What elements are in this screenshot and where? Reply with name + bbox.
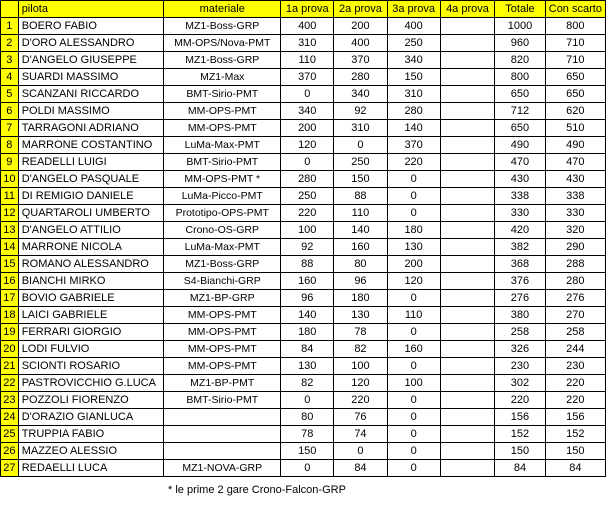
score-con-scarto: 320	[545, 222, 605, 239]
score-prova-2: 96	[334, 273, 387, 290]
table-row	[1, 460, 606, 477]
score-con-scarto: 650	[545, 69, 605, 86]
table-row	[1, 18, 606, 35]
score-prova-4	[440, 222, 495, 239]
row-number: 11	[1, 188, 19, 205]
score-totale: 380	[495, 307, 546, 324]
score-con-scarto: 150	[545, 443, 605, 460]
score-totale: 820	[495, 52, 546, 69]
score-prova-4	[440, 239, 495, 256]
score-prova-4	[440, 307, 495, 324]
score-totale: 800	[495, 69, 546, 86]
score-prova-1: 110	[281, 52, 334, 69]
table-row	[1, 358, 606, 375]
score-prova-2: 0	[334, 443, 387, 460]
score-prova-2: 82	[334, 341, 387, 358]
score-prova-1: 78	[281, 426, 334, 443]
score-prova-1: 100	[281, 222, 334, 239]
score-prova-4	[440, 375, 495, 392]
row-number: 25	[1, 426, 19, 443]
score-prova-4	[440, 154, 495, 171]
score-prova-2: 120	[334, 375, 387, 392]
score-totale: 156	[495, 409, 546, 426]
header-number	[1, 1, 19, 18]
score-prova-3: 180	[387, 222, 440, 239]
score-prova-1: 310	[281, 35, 334, 52]
pilot-name: BOVIO GABRIELE	[18, 290, 164, 307]
score-prova-3: 200	[387, 256, 440, 273]
score-prova-3: 0	[387, 443, 440, 460]
score-con-scarto: 220	[545, 375, 605, 392]
pilot-name: POZZOLI FIORENZO	[18, 392, 164, 409]
score-prova-3: 0	[387, 426, 440, 443]
score-prova-3: 250	[387, 35, 440, 52]
score-prova-1: 82	[281, 375, 334, 392]
score-prova-3: 0	[387, 409, 440, 426]
score-con-scarto: 230	[545, 358, 605, 375]
table-row	[1, 103, 606, 120]
material: BMT-Sirio-PMT	[164, 392, 281, 409]
row-number: 22	[1, 375, 19, 392]
pilot-name: D'ANGELO PASQUALE	[18, 171, 164, 188]
table-row	[1, 256, 606, 273]
pilot-name: DI REMIGIO DANIELE	[18, 188, 164, 205]
score-totale: 490	[495, 137, 546, 154]
pilot-name: D'ORAZIO GIANLUCA	[18, 409, 164, 426]
score-prova-2: 280	[334, 69, 387, 86]
score-prova-3: 100	[387, 375, 440, 392]
score-prova-2: 76	[334, 409, 387, 426]
score-con-scarto: 270	[545, 307, 605, 324]
score-con-scarto: 620	[545, 103, 605, 120]
row-number: 4	[1, 69, 19, 86]
table-row	[1, 307, 606, 324]
score-prova-2: 310	[334, 120, 387, 137]
score-totale: 338	[495, 188, 546, 205]
score-totale: 470	[495, 154, 546, 171]
score-totale: 382	[495, 239, 546, 256]
score-prova-2: 160	[334, 239, 387, 256]
score-prova-2: 100	[334, 358, 387, 375]
score-con-scarto: 430	[545, 171, 605, 188]
score-prova-1: 80	[281, 409, 334, 426]
score-totale: 368	[495, 256, 546, 273]
pilot-name: FERRARI GIORGIO	[18, 324, 164, 341]
table-row	[1, 341, 606, 358]
material: MZ1-Boss-GRP	[164, 256, 281, 273]
pilot-name: LODI FULVIO	[18, 341, 164, 358]
score-prova-4	[440, 256, 495, 273]
pilot-name: MAZZEO ALESSIO	[18, 443, 164, 460]
score-prova-2: 340	[334, 86, 387, 103]
pilot-name: POLDI MASSIMO	[18, 103, 164, 120]
pilot-name: SUARDI MASSIMO	[18, 69, 164, 86]
material: MZ1-BP-PMT	[164, 375, 281, 392]
score-prova-4	[440, 290, 495, 307]
table-row	[1, 137, 606, 154]
score-prova-2: 74	[334, 426, 387, 443]
score-prova-3: 220	[387, 154, 440, 171]
score-prova-1: 180	[281, 324, 334, 341]
table-row	[1, 154, 606, 171]
score-prova-3: 370	[387, 137, 440, 154]
material: MZ1-BP-GRP	[164, 290, 281, 307]
material: MZ1-Max	[164, 69, 281, 86]
score-con-scarto: 710	[545, 35, 605, 52]
table-row	[1, 52, 606, 69]
score-prova-1: 88	[281, 256, 334, 273]
score-prova-1: 250	[281, 188, 334, 205]
table-row	[1, 324, 606, 341]
score-prova-4	[440, 35, 495, 52]
material	[164, 443, 281, 460]
score-totale: 326	[495, 341, 546, 358]
table-row	[1, 69, 606, 86]
pilot-name: QUARTAROLI UMBERTO	[18, 205, 164, 222]
pilot-name: D'ORO ALESSANDRO	[18, 35, 164, 52]
table-row	[1, 409, 606, 426]
pilot-name: SCANZANI RICCARDO	[18, 86, 164, 103]
score-prova-1: 120	[281, 137, 334, 154]
header-totale: Totale	[495, 1, 546, 18]
score-con-scarto: 244	[545, 341, 605, 358]
score-totale: 960	[495, 35, 546, 52]
row-number: 13	[1, 222, 19, 239]
material: MZ1-NOVA-GRP	[164, 460, 281, 477]
header-prova-1: 1a prova	[281, 1, 334, 18]
pilot-name: MARRONE NICOLA	[18, 239, 164, 256]
material	[164, 409, 281, 426]
score-prova-3: 140	[387, 120, 440, 137]
score-prova-4	[440, 69, 495, 86]
row-number: 6	[1, 103, 19, 120]
table-row	[1, 426, 606, 443]
score-totale: 220	[495, 392, 546, 409]
row-number: 5	[1, 86, 19, 103]
score-prova-2: 130	[334, 307, 387, 324]
score-con-scarto: 290	[545, 239, 605, 256]
material: MM-OPS-PMT	[164, 103, 281, 120]
score-prova-1: 96	[281, 290, 334, 307]
score-prova-3: 160	[387, 341, 440, 358]
score-prova-4	[440, 426, 495, 443]
score-prova-2: 200	[334, 18, 387, 35]
score-prova-1: 140	[281, 307, 334, 324]
material: MZ1-Boss-GRP	[164, 52, 281, 69]
row-number: 2	[1, 35, 19, 52]
score-prova-4	[440, 137, 495, 154]
score-prova-2: 150	[334, 171, 387, 188]
score-prova-1: 0	[281, 86, 334, 103]
table-row	[1, 375, 606, 392]
score-prova-2: 110	[334, 205, 387, 222]
table-row	[1, 171, 606, 188]
score-prova-4	[440, 409, 495, 426]
score-prova-3: 110	[387, 307, 440, 324]
row-number: 17	[1, 290, 19, 307]
score-prova-2: 140	[334, 222, 387, 239]
header-prova-2: 2a prova	[334, 1, 387, 18]
material: Crono-OS-GRP	[164, 222, 281, 239]
row-number: 14	[1, 239, 19, 256]
pilot-name: BOERO FABIO	[18, 18, 164, 35]
table-row	[1, 443, 606, 460]
table-row	[1, 86, 606, 103]
table-row	[1, 392, 606, 409]
score-totale: 330	[495, 205, 546, 222]
score-prova-1: 0	[281, 392, 334, 409]
row-number: 27	[1, 460, 19, 477]
score-prova-2: 370	[334, 52, 387, 69]
row-number: 24	[1, 409, 19, 426]
pilot-name: BIANCHI MIRKO	[18, 273, 164, 290]
material: MM-OPS-PMT *	[164, 171, 281, 188]
score-prova-3: 120	[387, 273, 440, 290]
score-prova-2: 220	[334, 392, 387, 409]
score-totale: 650	[495, 86, 546, 103]
score-prova-4	[440, 205, 495, 222]
score-con-scarto: 800	[545, 18, 605, 35]
material	[164, 426, 281, 443]
score-prova-3: 0	[387, 324, 440, 341]
score-con-scarto: 470	[545, 154, 605, 171]
score-prova-2: 92	[334, 103, 387, 120]
material: LuMa-Max-PMT	[164, 239, 281, 256]
material: MM-OPS/Nova-PMT	[164, 35, 281, 52]
material: LuMa-Picco-PMT	[164, 188, 281, 205]
score-prova-1: 280	[281, 171, 334, 188]
score-prova-1: 130	[281, 358, 334, 375]
pilot-name: ROMANO ALESSANDRO	[18, 256, 164, 273]
score-prova-3: 0	[387, 392, 440, 409]
table-row	[1, 222, 606, 239]
pilot-name: PASTROVICCHIO G.LUCA	[18, 375, 164, 392]
material: S4-Bianchi-GRP	[164, 273, 281, 290]
table-row	[1, 188, 606, 205]
score-prova-2: 80	[334, 256, 387, 273]
row-number: 9	[1, 154, 19, 171]
material: MM-OPS-PMT	[164, 120, 281, 137]
score-totale: 258	[495, 324, 546, 341]
pilot-name: MARRONE COSTANTINO	[18, 137, 164, 154]
table-row	[1, 205, 606, 222]
score-prova-4	[440, 392, 495, 409]
row-number: 16	[1, 273, 19, 290]
header-row	[1, 1, 606, 18]
score-prova-3: 150	[387, 69, 440, 86]
row-number: 8	[1, 137, 19, 154]
score-prova-1: 160	[281, 273, 334, 290]
row-number: 26	[1, 443, 19, 460]
row-number: 21	[1, 358, 19, 375]
material: MZ1-Boss-GRP	[164, 18, 281, 35]
score-con-scarto: 84	[545, 460, 605, 477]
pilot-name: LAICI GABRIELE	[18, 307, 164, 324]
row-number: 23	[1, 392, 19, 409]
score-con-scarto: 510	[545, 120, 605, 137]
score-prova-4	[440, 86, 495, 103]
score-prova-1: 340	[281, 103, 334, 120]
score-prova-4	[440, 341, 495, 358]
table-row	[1, 290, 606, 307]
score-con-scarto: 220	[545, 392, 605, 409]
score-prova-4	[440, 18, 495, 35]
score-prova-1: 150	[281, 443, 334, 460]
score-prova-4	[440, 171, 495, 188]
score-con-scarto: 288	[545, 256, 605, 273]
material: MM-OPS-PMT	[164, 307, 281, 324]
table-row	[1, 273, 606, 290]
score-totale: 230	[495, 358, 546, 375]
score-totale: 712	[495, 103, 546, 120]
score-con-scarto: 156	[545, 409, 605, 426]
score-prova-3: 0	[387, 188, 440, 205]
pilot-name: SCIONTI ROSARIO	[18, 358, 164, 375]
score-prova-2: 250	[334, 154, 387, 171]
score-prova-2: 84	[334, 460, 387, 477]
score-prova-1: 370	[281, 69, 334, 86]
material: BMT-Sirio-PMT	[164, 86, 281, 103]
score-totale: 420	[495, 222, 546, 239]
score-prova-4	[440, 324, 495, 341]
score-prova-1: 0	[281, 154, 334, 171]
score-prova-4	[440, 52, 495, 69]
score-prova-4	[440, 273, 495, 290]
score-prova-1: 200	[281, 120, 334, 137]
material: MM-OPS-PMT	[164, 358, 281, 375]
score-totale: 150	[495, 443, 546, 460]
score-prova-3: 310	[387, 86, 440, 103]
score-prova-4	[440, 460, 495, 477]
table-row	[1, 120, 606, 137]
material: MM-OPS-PMT	[164, 341, 281, 358]
score-con-scarto: 330	[545, 205, 605, 222]
score-prova-3: 0	[387, 460, 440, 477]
row-number: 7	[1, 120, 19, 137]
score-prova-3: 0	[387, 358, 440, 375]
score-prova-4	[440, 120, 495, 137]
table-row	[1, 239, 606, 256]
row-number: 18	[1, 307, 19, 324]
footnote: * le prime 2 gare Crono-Falcon-GRP	[168, 484, 346, 496]
score-prova-4	[440, 443, 495, 460]
score-prova-1: 0	[281, 460, 334, 477]
header-prova-4: 4a prova	[440, 1, 495, 18]
score-prova-4	[440, 188, 495, 205]
score-totale: 302	[495, 375, 546, 392]
header-materiale: materiale	[164, 1, 281, 18]
pilot-name: READELLI LUIGI	[18, 154, 164, 171]
material: BMT-Sirio-PMT	[164, 154, 281, 171]
score-prova-2: 0	[334, 137, 387, 154]
score-totale: 84	[495, 460, 546, 477]
score-con-scarto: 650	[545, 86, 605, 103]
row-number: 10	[1, 171, 19, 188]
score-con-scarto: 490	[545, 137, 605, 154]
score-con-scarto: 152	[545, 426, 605, 443]
score-con-scarto: 338	[545, 188, 605, 205]
score-prova-4	[440, 358, 495, 375]
header-prova-3: 3a prova	[387, 1, 440, 18]
score-prova-2: 180	[334, 290, 387, 307]
pilot-name: TRUPPIA FABIO	[18, 426, 164, 443]
score-totale: 1000	[495, 18, 546, 35]
score-prova-1: 400	[281, 18, 334, 35]
score-prova-2: 78	[334, 324, 387, 341]
score-prova-3: 0	[387, 290, 440, 307]
score-prova-3: 280	[387, 103, 440, 120]
score-totale: 650	[495, 120, 546, 137]
pilot-name: REDAELLI LUCA	[18, 460, 164, 477]
table-row	[1, 35, 606, 52]
score-totale: 430	[495, 171, 546, 188]
standings-body	[1, 18, 606, 477]
material: Prototipo-OPS-PMT	[164, 205, 281, 222]
row-number: 20	[1, 341, 19, 358]
pilot-name: TARRAGONI ADRIANO	[18, 120, 164, 137]
score-con-scarto: 710	[545, 52, 605, 69]
score-prova-1: 92	[281, 239, 334, 256]
score-prova-1: 84	[281, 341, 334, 358]
material: LuMa-Max-PMT	[164, 137, 281, 154]
score-con-scarto: 276	[545, 290, 605, 307]
header-pilota: pilota	[18, 1, 164, 18]
score-prova-4	[440, 103, 495, 120]
score-prova-3: 400	[387, 18, 440, 35]
score-prova-3: 340	[387, 52, 440, 69]
score-prova-2: 88	[334, 188, 387, 205]
score-prova-3: 0	[387, 171, 440, 188]
score-prova-3: 0	[387, 205, 440, 222]
score-prova-2: 400	[334, 35, 387, 52]
score-con-scarto: 258	[545, 324, 605, 341]
row-number: 19	[1, 324, 19, 341]
row-number: 12	[1, 205, 19, 222]
pilot-name: D'ANGELO ATTILIO	[18, 222, 164, 239]
material: MM-OPS-PMT	[164, 324, 281, 341]
header-con-scarto: Con scarto	[545, 1, 605, 18]
pilot-name: D'ANGELO GIUSEPPE	[18, 52, 164, 69]
row-number: 15	[1, 256, 19, 273]
score-totale: 276	[495, 290, 546, 307]
score-prova-1: 220	[281, 205, 334, 222]
row-number: 1	[1, 18, 19, 35]
score-totale: 376	[495, 273, 546, 290]
score-totale: 152	[495, 426, 546, 443]
score-con-scarto: 280	[545, 273, 605, 290]
score-prova-3: 130	[387, 239, 440, 256]
row-number: 3	[1, 52, 19, 69]
